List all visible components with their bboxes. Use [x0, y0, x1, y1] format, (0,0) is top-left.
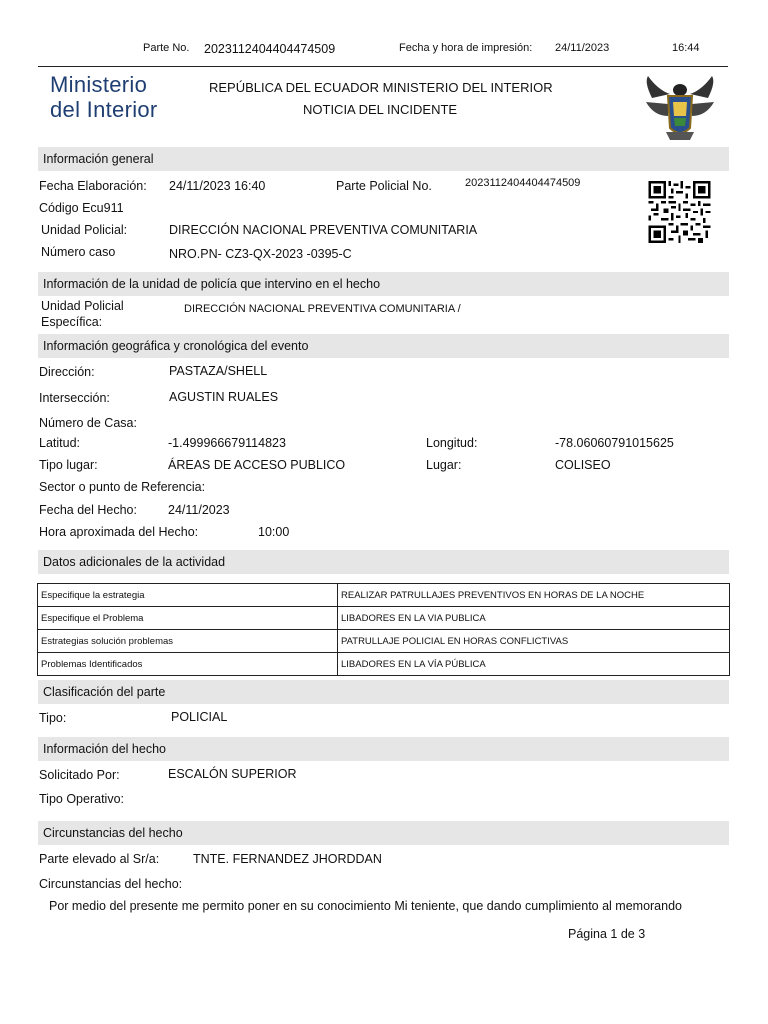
print-date-value: 24/11/2023 [555, 42, 610, 54]
section-unidad-policia [38, 272, 729, 296]
table-row [38, 653, 730, 676]
sector-label: Sector o punto de Referencia: [39, 480, 206, 494]
fecha-elaboracion-label: Fecha Elaboración: [39, 179, 147, 193]
logo-line1: Ministerio [50, 72, 148, 97]
unidad-especifica-label-2: Específica: [41, 315, 103, 329]
tipo-lugar-label: Tipo lugar: [39, 458, 98, 472]
ministerio-logo [50, 72, 158, 122]
page-number: Página 1 de 3 [568, 927, 646, 941]
table-row [38, 630, 730, 653]
circunstancias-label: Circunstancias del hecho: [39, 877, 183, 891]
tipo-value: POLICIAL [171, 710, 228, 724]
tipo-lugar-value: ÁREAS DE ACCESO PUBLICO [168, 458, 346, 472]
parte-no-value: 2023112404404474509 [204, 42, 336, 56]
section-clasificacion [38, 680, 729, 704]
solicitado-label: Solicitado Por: [39, 768, 120, 782]
circunstancias-text: Por medio del presente me permito poner en su conocimiento Mi teniente, que dando cumplimiento al memorando [49, 899, 682, 913]
direccion-label: Dirección: [39, 365, 95, 379]
row-label: Estrategias solución problemas [38, 630, 338, 653]
solicitado-value: ESCALÓN SUPERIOR [168, 767, 297, 781]
section-title: Información de la unidad de policía que intervino en el hecho [43, 277, 381, 291]
longitud-label: Longitud: [426, 436, 478, 450]
latitud-label: Latitud: [39, 436, 81, 450]
section-title: Clasificación del parte [43, 685, 166, 699]
lugar-value: COLISEO [555, 458, 611, 472]
numero-caso-label: Número caso [41, 245, 116, 259]
print-date-label: Fecha y hora de impresión: [399, 42, 533, 54]
header-subtitle: NOTICIA DEL INCIDENTE [303, 102, 458, 117]
actividad-table [37, 583, 730, 676]
fecha-hecho-value: 24/11/2023 [168, 503, 230, 517]
row-value: PATRULLAJE POLICIAL EN HORAS CONFLICTIVAS [338, 630, 730, 653]
direccion-value: PASTAZA/SHELL [169, 364, 268, 378]
top-divider [38, 66, 728, 67]
qr-code-icon [647, 181, 712, 243]
police-seal-icon [640, 72, 720, 144]
row-value: LIBADORES EN LA VÍA PÚBLICA [338, 653, 730, 676]
fecha-hecho-label: Fecha del Hecho: [39, 503, 137, 517]
numero-casa-label: Número de Casa: [39, 416, 137, 430]
tipo-label: Tipo: [39, 711, 67, 725]
fecha-elaboracion-value: 24/11/2023 16:40 [169, 179, 266, 193]
section-geografica [38, 334, 729, 358]
hora-hecho-label: Hora aproximada del Hecho: [39, 525, 199, 539]
unidad-especifica-label-1: Unidad Policial [41, 299, 124, 313]
unidad-policial-value: DIRECCIÓN NACIONAL PREVENTIVA COMUNITARIA [169, 223, 478, 237]
table-row [38, 584, 730, 607]
row-label: Especifique la estrategia [38, 584, 338, 607]
tipo-operativo-label: Tipo Operativo: [39, 792, 124, 806]
header-title: REPÚBLICA DEL ECUADOR MINISTERIO DEL INTERIOR [209, 80, 553, 95]
row-label: Problemas Identificados [38, 653, 338, 676]
section-title: Circunstancias del hecho [43, 826, 183, 840]
hora-hecho-value: 10:00 [258, 525, 290, 539]
codigo-ecu911-label: Código Ecu911 [39, 201, 124, 215]
table-row [38, 607, 730, 630]
interseccion-value: AGUSTIN RUALES [169, 390, 279, 404]
row-value: REALIZAR PATRULLAJES PREVENTIVOS EN HORAS DE LA NOCHE [338, 584, 730, 607]
latitud-value: -1.499966679114823 [168, 436, 286, 450]
row-label: Especifique el Problema [38, 607, 338, 630]
numero-caso-value: NRO.PN- CZ3-QX-2023 -0395-C [169, 247, 352, 261]
section-title: Información general [43, 152, 154, 166]
interseccion-label: Intersección: [39, 391, 110, 405]
section-informacion-general [38, 147, 729, 171]
unidad-policial-label: Unidad Policial: [41, 223, 128, 237]
section-circunstancias [38, 821, 729, 845]
section-title: Información geográfica y cronológica del evento [43, 339, 309, 353]
parte-elevado-label: Parte elevado al Sr/a: [39, 852, 160, 866]
unidad-especifica-value: DIRECCIÓN NACIONAL PREVENTIVA COMUNITARIA / [184, 303, 461, 315]
parte-policial-value: 2023112404404474509 [465, 177, 581, 189]
print-time-value: 16:44 [672, 42, 700, 54]
parte-policial-label: Parte Policial No. [336, 179, 432, 193]
parte-elevado-value: TNTE. FERNANDEZ JHORDDAN [193, 852, 382, 866]
lugar-label: Lugar: [426, 458, 462, 472]
section-title: Información del hecho [43, 742, 166, 756]
row-value: LIBADORES EN LA VIA PUBLICA [338, 607, 730, 630]
section-title: Datos adicionales de la actividad [43, 555, 226, 569]
logo-line2: del Interior [50, 97, 158, 122]
longitud-value: -78.06060791015625 [555, 436, 674, 450]
section-datos-adicionales [38, 550, 729, 574]
parte-no-label: Parte No. [143, 42, 190, 54]
section-informacion-hecho [38, 737, 729, 761]
